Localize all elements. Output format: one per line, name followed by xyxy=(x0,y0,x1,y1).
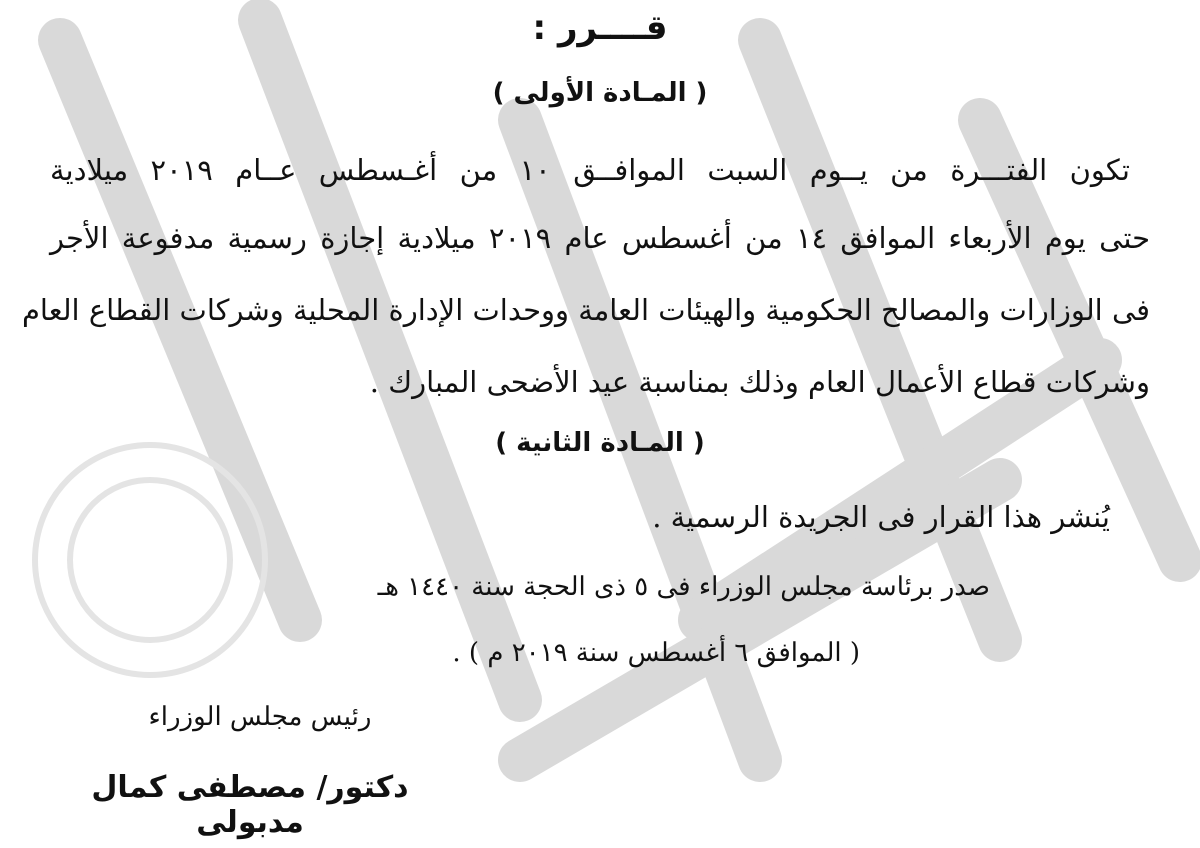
article-2-text: يُنشر هذا القرار فى الجريدة الرسمية . xyxy=(652,500,1110,534)
issued-date-hijri: صدر برئاسة مجلس الوزراء فى ٥ ذى الحجة سنة ١٤٤٠ هـ xyxy=(377,572,990,602)
issued-date-gregorian: ( الموافق ٦ أغسطس سنة ٢٠١٩ م ) . xyxy=(452,638,860,668)
signatory-name: دكتور/ مصطفى كمال مدبولى xyxy=(91,770,409,840)
article-1-heading: ( المـادة الأولى ) xyxy=(492,78,708,108)
decree-title: قــــرر : xyxy=(532,8,668,48)
article-1-line: فى الوزارات والمصالح الحكومية والهيئات العامة ووحدات الإدارة المحلية وشركات القطاع العام xyxy=(21,293,1150,327)
article-2-heading: ( المـادة الثانية ) xyxy=(495,428,705,458)
article-1-line: تكون الفتـــرة من يــوم السبت الموافــق ١٠ من أغـسطس عــام ٢٠١٩ ميلادية xyxy=(50,153,1131,187)
article-1-line: وشركات قطاع الأعمال العام وذلك بمناسبة عيد الأضحى المبارك . xyxy=(369,365,1150,399)
article-1-line: حتى يوم الأربعاء الموافق ١٤ من أغسطس عام ٢٠١٩ ميلادية إجازة رسمية مدفوعة الأجر xyxy=(50,221,1150,255)
signatory-title: رئيس مجلس الوزراء xyxy=(148,702,372,732)
